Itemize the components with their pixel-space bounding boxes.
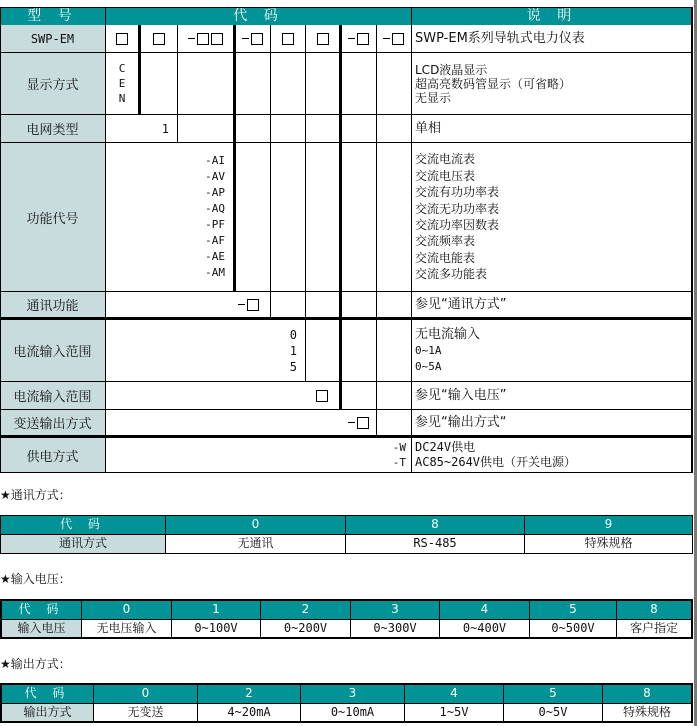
voltage-value: 0~400V <box>440 620 530 637</box>
grid-type-description: 单相 <box>412 115 693 143</box>
power-supply-codes <box>106 438 412 473</box>
current-input-codes <box>106 320 306 382</box>
desc-line: 0~5A <box>415 359 442 373</box>
empty-cell <box>377 53 412 115</box>
empty-cell <box>178 53 236 115</box>
header-model: 型 号 <box>0 7 106 25</box>
comm-value-rs485: RS-485 <box>346 535 525 553</box>
output-value: 0~10mA <box>301 704 405 721</box>
desc-line: LCD液晶显示 <box>415 62 488 77</box>
code-value: 1 <box>161 121 169 136</box>
output-table <box>0 683 693 723</box>
communication-code <box>106 292 271 320</box>
empty-cell <box>306 53 342 115</box>
code-value: -T <box>392 456 406 469</box>
comm-header-9: 9 <box>525 516 692 534</box>
placeholder-box-icon <box>316 390 328 402</box>
empty-cell <box>377 410 412 438</box>
placeholder-box-icon <box>116 33 128 45</box>
empty-cell <box>342 143 377 292</box>
output-header-4: 4 <box>405 685 504 703</box>
comm-header-8: 8 <box>346 516 525 534</box>
output-header-3: 3 <box>301 685 405 703</box>
output-header-5: 5 <box>504 685 603 703</box>
grid-type-code <box>106 115 178 143</box>
empty-cell <box>342 115 377 143</box>
desc-line: 超高亮数码管显示（可省略） <box>415 76 572 91</box>
code-value: -AI <box>205 154 225 167</box>
desc-line: 交流电压表 <box>415 168 476 183</box>
communication-label: 通讯功能 <box>0 292 106 320</box>
code-slot-output <box>342 25 377 53</box>
current-input-descriptions <box>412 320 693 382</box>
code-value: -AM <box>205 266 225 279</box>
empty-cell <box>236 143 271 292</box>
empty-cell <box>306 143 342 292</box>
model-description: SWP-EM系列导轨式电力仪表 <box>412 25 693 53</box>
code-value: 1 <box>289 343 297 358</box>
output-row-label: 输出方式 <box>2 704 94 721</box>
code-slot-comm <box>236 25 271 53</box>
voltage-header-1: 1 <box>172 601 261 619</box>
code-slot-display <box>106 25 141 53</box>
power-supply-descriptions <box>412 438 693 473</box>
desc-line: AC85~264V供电（开关电源） <box>415 455 577 469</box>
function-code-label: 功能代号 <box>0 143 106 292</box>
display-mode-label: 显示方式 <box>0 53 106 115</box>
placeholder-box-icon <box>251 33 263 45</box>
code-slot-function <box>178 25 236 53</box>
voltage-header-2: 2 <box>261 601 351 619</box>
desc-line: 无显示 <box>415 90 452 105</box>
empty-cell <box>141 53 178 115</box>
output-header-2: 2 <box>198 685 301 703</box>
placeholder-box-icon <box>247 299 259 311</box>
code-value: -AE <box>205 250 225 263</box>
code-slot-power <box>377 25 412 53</box>
voltage-value: 0~100V <box>172 620 261 637</box>
voltage-input-code <box>106 382 342 410</box>
desc-line: 交流无功功率表 <box>415 201 500 216</box>
current-input-label: 电流输入范围 <box>0 320 106 382</box>
empty-cell <box>306 292 342 320</box>
empty-cell <box>342 53 377 115</box>
code-value: -AV <box>205 170 225 183</box>
placeholder-box-icon <box>357 33 369 45</box>
voltage-value: 0~500V <box>530 620 617 637</box>
empty-cell <box>377 382 412 410</box>
code-slot-voltage <box>306 25 342 53</box>
voltage-value: 客户指定 <box>617 620 691 637</box>
output-header-8: 8 <box>603 685 691 703</box>
model-code-table <box>0 7 693 473</box>
code-value: 0 <box>289 327 297 342</box>
comm-section-title: ★通讯方式： <box>0 488 71 502</box>
desc-line: 交流功率因数表 <box>415 218 500 232</box>
voltage-input-label: 电流输入范围 <box>0 382 106 410</box>
placeholder-box-icon <box>153 33 165 45</box>
voltage-header-3: 3 <box>351 601 440 619</box>
voltage-value: 0~300V <box>351 620 440 637</box>
empty-cell <box>342 382 377 410</box>
placeholder-box-icon <box>357 417 369 429</box>
placeholder-box-icon <box>392 33 404 45</box>
comm-value-none: 无通讯 <box>166 535 346 553</box>
empty-cell <box>236 53 271 115</box>
empty-cell <box>377 143 412 292</box>
grid-type-label: 电网类型 <box>0 115 106 143</box>
empty-cell <box>342 292 377 320</box>
empty-cell <box>271 115 306 143</box>
header-code: 代 码 <box>106 7 412 25</box>
code-value: -W <box>392 441 406 454</box>
scrollbar-edge <box>694 0 697 726</box>
output-header-0: 0 <box>94 685 198 703</box>
desc-line: 交流电能表 <box>415 250 476 265</box>
comm-header-code: 代 码 <box>1 516 166 534</box>
placeholder-box-icon <box>197 33 209 45</box>
function-codes <box>106 143 236 292</box>
transmit-output-label: 变送输出方式 <box>0 410 106 438</box>
placeholder-box-icon <box>211 33 223 45</box>
voltage-value: 0~200V <box>261 620 351 637</box>
voltage-header-8: 8 <box>617 601 691 619</box>
header-description: 说 明 <box>412 7 693 25</box>
empty-cell <box>271 292 306 320</box>
power-supply-label: 供电方式 <box>0 438 106 473</box>
comm-table <box>0 515 693 554</box>
voltage-header-5: 5 <box>530 601 617 619</box>
empty-cell <box>271 53 306 115</box>
code-slot-grid <box>141 25 178 53</box>
desc-line: DC24V供电 <box>415 440 476 454</box>
display-mode-descriptions <box>412 53 693 115</box>
empty-cell <box>377 115 412 143</box>
code-value: 5 <box>289 359 297 374</box>
empty-cell <box>377 320 412 382</box>
model-label: SWP-EM <box>0 25 106 53</box>
code-value: -AF <box>205 234 225 247</box>
voltage-header-4: 4 <box>440 601 530 619</box>
desc-line: 交流多功能表 <box>415 267 488 282</box>
empty-cell <box>236 115 271 143</box>
output-section-title: ★输出方式： <box>0 657 71 671</box>
code-value: N <box>118 92 126 105</box>
transmit-output-code <box>106 410 377 438</box>
placeholder-box-icon <box>317 33 329 45</box>
code-value: C <box>118 62 126 75</box>
voltage-header-0: 0 <box>82 601 172 619</box>
code-value: E <box>118 77 126 90</box>
voltage-header-code: 代 码 <box>2 601 82 619</box>
code-value: -PF <box>205 218 225 231</box>
desc-line: 交流有功功率表 <box>415 185 500 200</box>
code-slot-current <box>271 25 306 53</box>
output-value: 0~5V <box>504 704 603 721</box>
output-value: 无变送 <box>94 704 198 721</box>
output-value: 1~5V <box>405 704 504 721</box>
transmit-output-description: 参见“输出方式“ <box>412 410 693 438</box>
desc-line: 无电流输入 <box>415 326 481 342</box>
communication-description: 参见“通讯方式” <box>412 292 693 320</box>
display-mode-codes <box>106 53 141 115</box>
empty-cell <box>271 143 306 292</box>
empty-cell <box>178 115 236 143</box>
empty-cell <box>377 292 412 320</box>
code-value: -AP <box>205 186 225 199</box>
code-value: -AQ <box>205 202 225 215</box>
empty-cell <box>306 320 342 382</box>
empty-cell <box>342 320 377 382</box>
desc-line: 交流电流表 <box>415 152 476 167</box>
comm-value-special: 特殊规格 <box>525 535 692 553</box>
output-value: 4~20mA <box>198 704 301 721</box>
desc-line: 交流频率表 <box>415 234 476 249</box>
voltage-section-title: ★输入电压： <box>0 572 71 586</box>
voltage-input-description: 参见“输入电压” <box>412 382 693 410</box>
function-descriptions <box>412 143 693 292</box>
placeholder-box-icon <box>282 33 294 45</box>
voltage-row-label: 输入电压 <box>2 620 82 637</box>
comm-header-0: 0 <box>166 516 346 534</box>
empty-cell <box>306 115 342 143</box>
desc-line: 0~1A <box>415 343 442 357</box>
voltage-value: 无电压输入 <box>82 620 172 637</box>
output-header-code: 代 码 <box>2 685 94 703</box>
voltage-table <box>0 599 693 639</box>
comm-row-label: 通讯方式 <box>1 535 166 553</box>
output-value: 特殊规格 <box>603 704 691 721</box>
